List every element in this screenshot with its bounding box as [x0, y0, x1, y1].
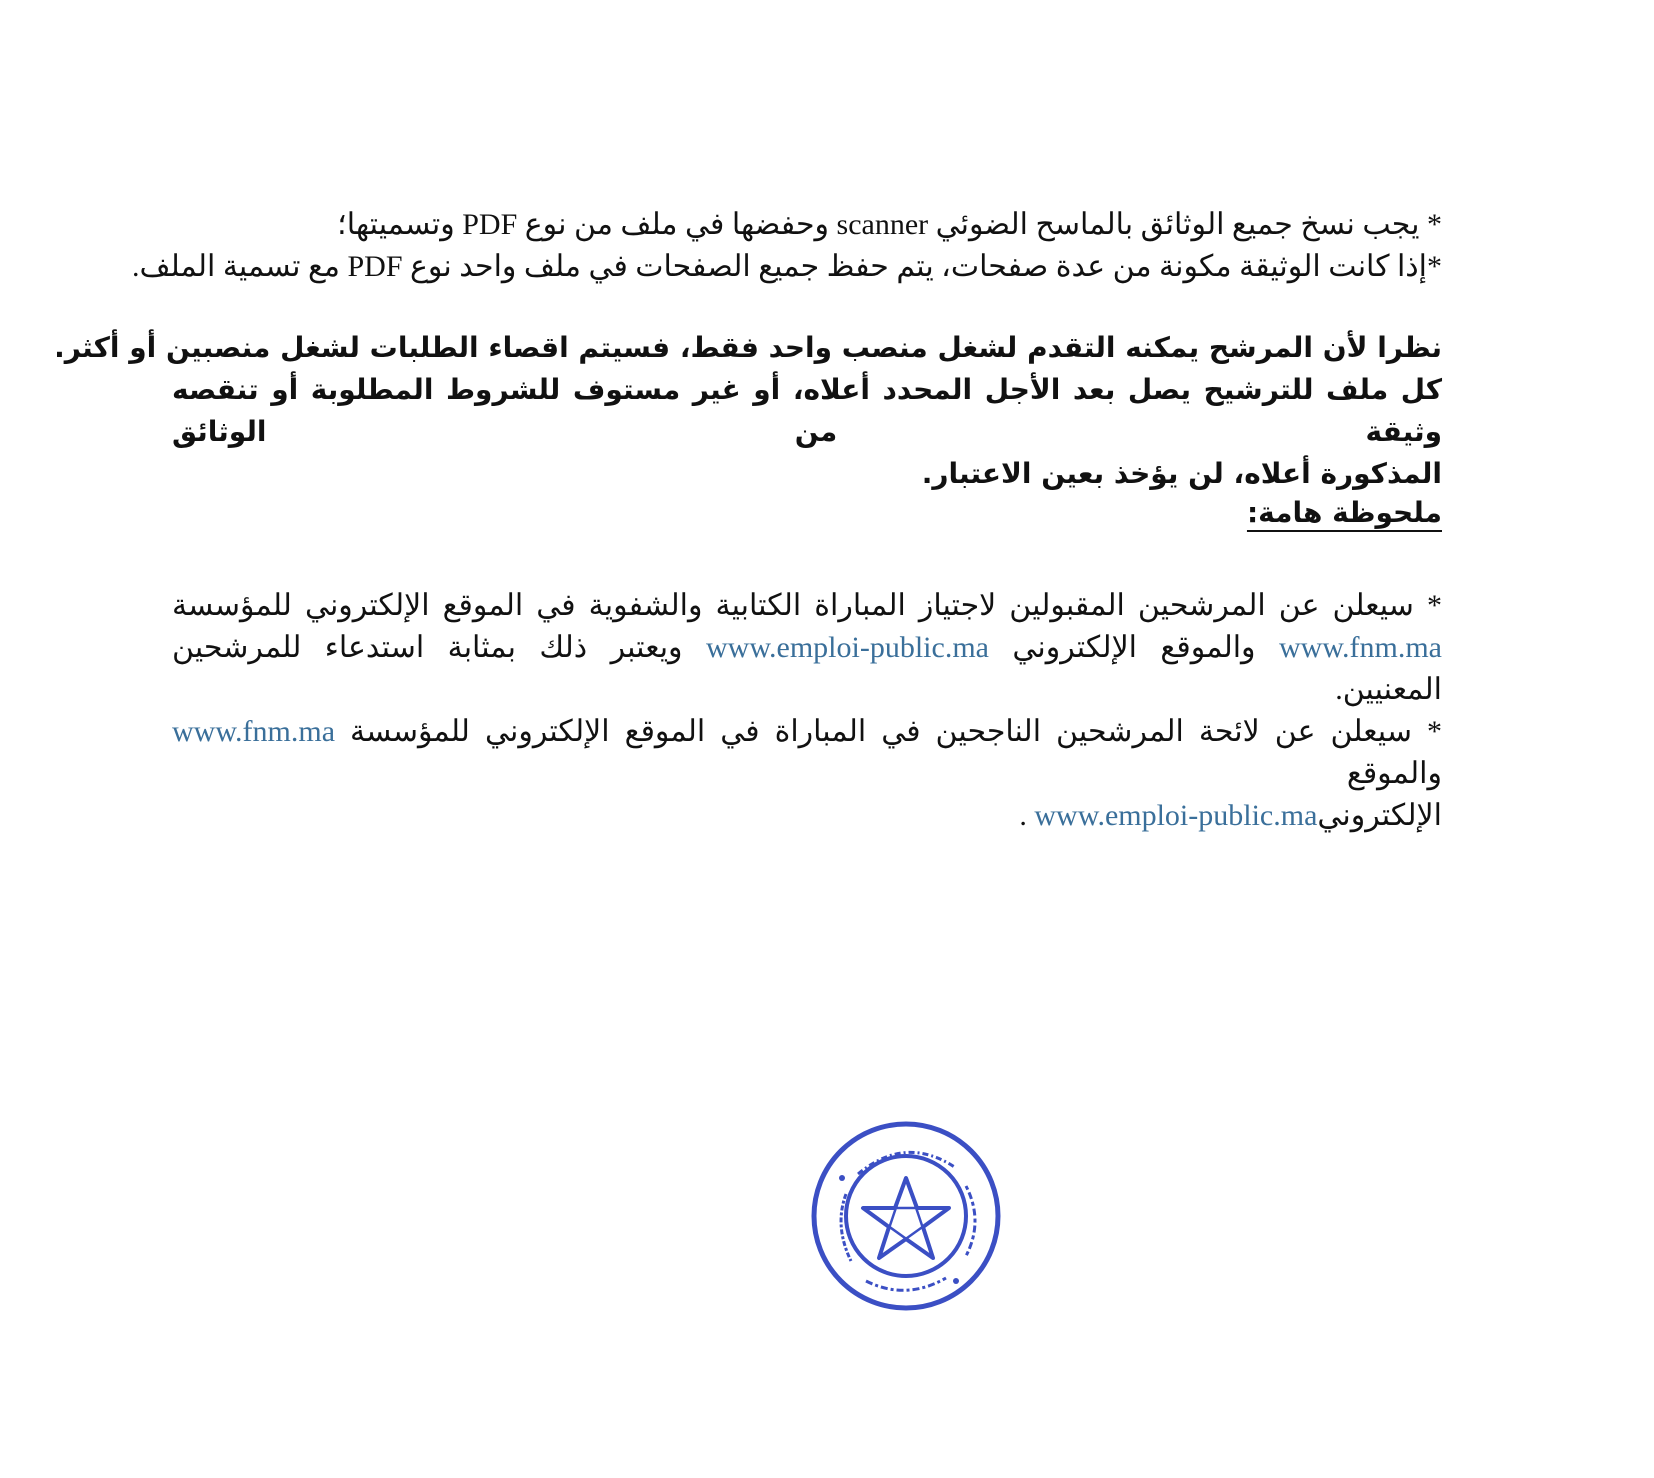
note-section [172, 493, 1442, 533]
emploi-public-link[interactable]: www.emploi-public.ma [1034, 799, 1318, 832]
stamp-outer-ring [814, 1124, 998, 1308]
stamp-dot [953, 1278, 959, 1284]
announcements [172, 585, 1442, 837]
fnm-link[interactable]: www.fnm.ma [172, 715, 336, 748]
announcement-2-line2: الإلكترونيwww.emploi-public.ma . [1019, 799, 1442, 832]
stamp-star-lines [863, 1178, 949, 1258]
multipage-instruction-line: *إذا كانت الوثيقة مكونة من عدة صفحات، يتم حفظ جميع الصفحات في ملف واحد نوع PDF مع تسمية الملف. [132, 250, 1442, 283]
single-post-rule: نظرا لأن المرشح يمكنه التقدم لشغل منصب واحد فقط، فسيتم اقصاء الطلبات لشغل منصبين أو أكثر. [54, 331, 1442, 364]
fnm-link[interactable]: www.fnm.ma [1278, 631, 1442, 664]
announcement-1-line3: المعنيين. [1335, 673, 1442, 706]
announcement-1-line1: * سيعلن عن المرشحين المقبولين لاجتياز المباراة الكتابية والشفوية في الموقع الإلكتروني للمؤسسة [172, 589, 1442, 622]
pdf-term: PDF [347, 250, 403, 283]
scan-instruction-line: * يجب نسخ جميع الوثائق بالماسح الضوئي scanner وحفضها في ملف من نوع PDF وتسميتها؛ [337, 208, 1442, 241]
official-stamp-icon [806, 1116, 1006, 1316]
emploi-public-link[interactable]: www.emploi-public.ma [705, 631, 989, 664]
stamp-text-arc-bottom [866, 1278, 946, 1290]
note-title: ملحوظة هامة: [1246, 496, 1442, 529]
rejection-rule-line1: كل ملف للترشيح يصل بعد الأجل المحدد أعلاه، أو غير مستوف للشروط المطلوبة أو تنقصه وثيقة من الوثائق [172, 373, 1442, 448]
stamp-dot [839, 1175, 845, 1181]
documents-instructions [132, 204, 1442, 288]
pdf-term: PDF [462, 208, 518, 241]
announcement-1-line2: www.fnm.ma والموقع الإلكتروني www.emploi-public.ma ويعتبر ذلك بمثابة استدعاء للمرشحين [172, 631, 1442, 664]
application-rules [54, 327, 1442, 495]
scanner-term: scanner [836, 208, 929, 241]
stamp-inner-ring [846, 1156, 966, 1276]
rejection-rule-line2: المذكورة أعلاه، لن يؤخذ بعين الاعتبار. [921, 457, 1442, 490]
announcement-2-line1: * سيعلن عن لائحة المرشحين الناجحين في المباراة في الموقع الإلكتروني للمؤسسة www.fnm.ma والموقع [172, 715, 1442, 790]
